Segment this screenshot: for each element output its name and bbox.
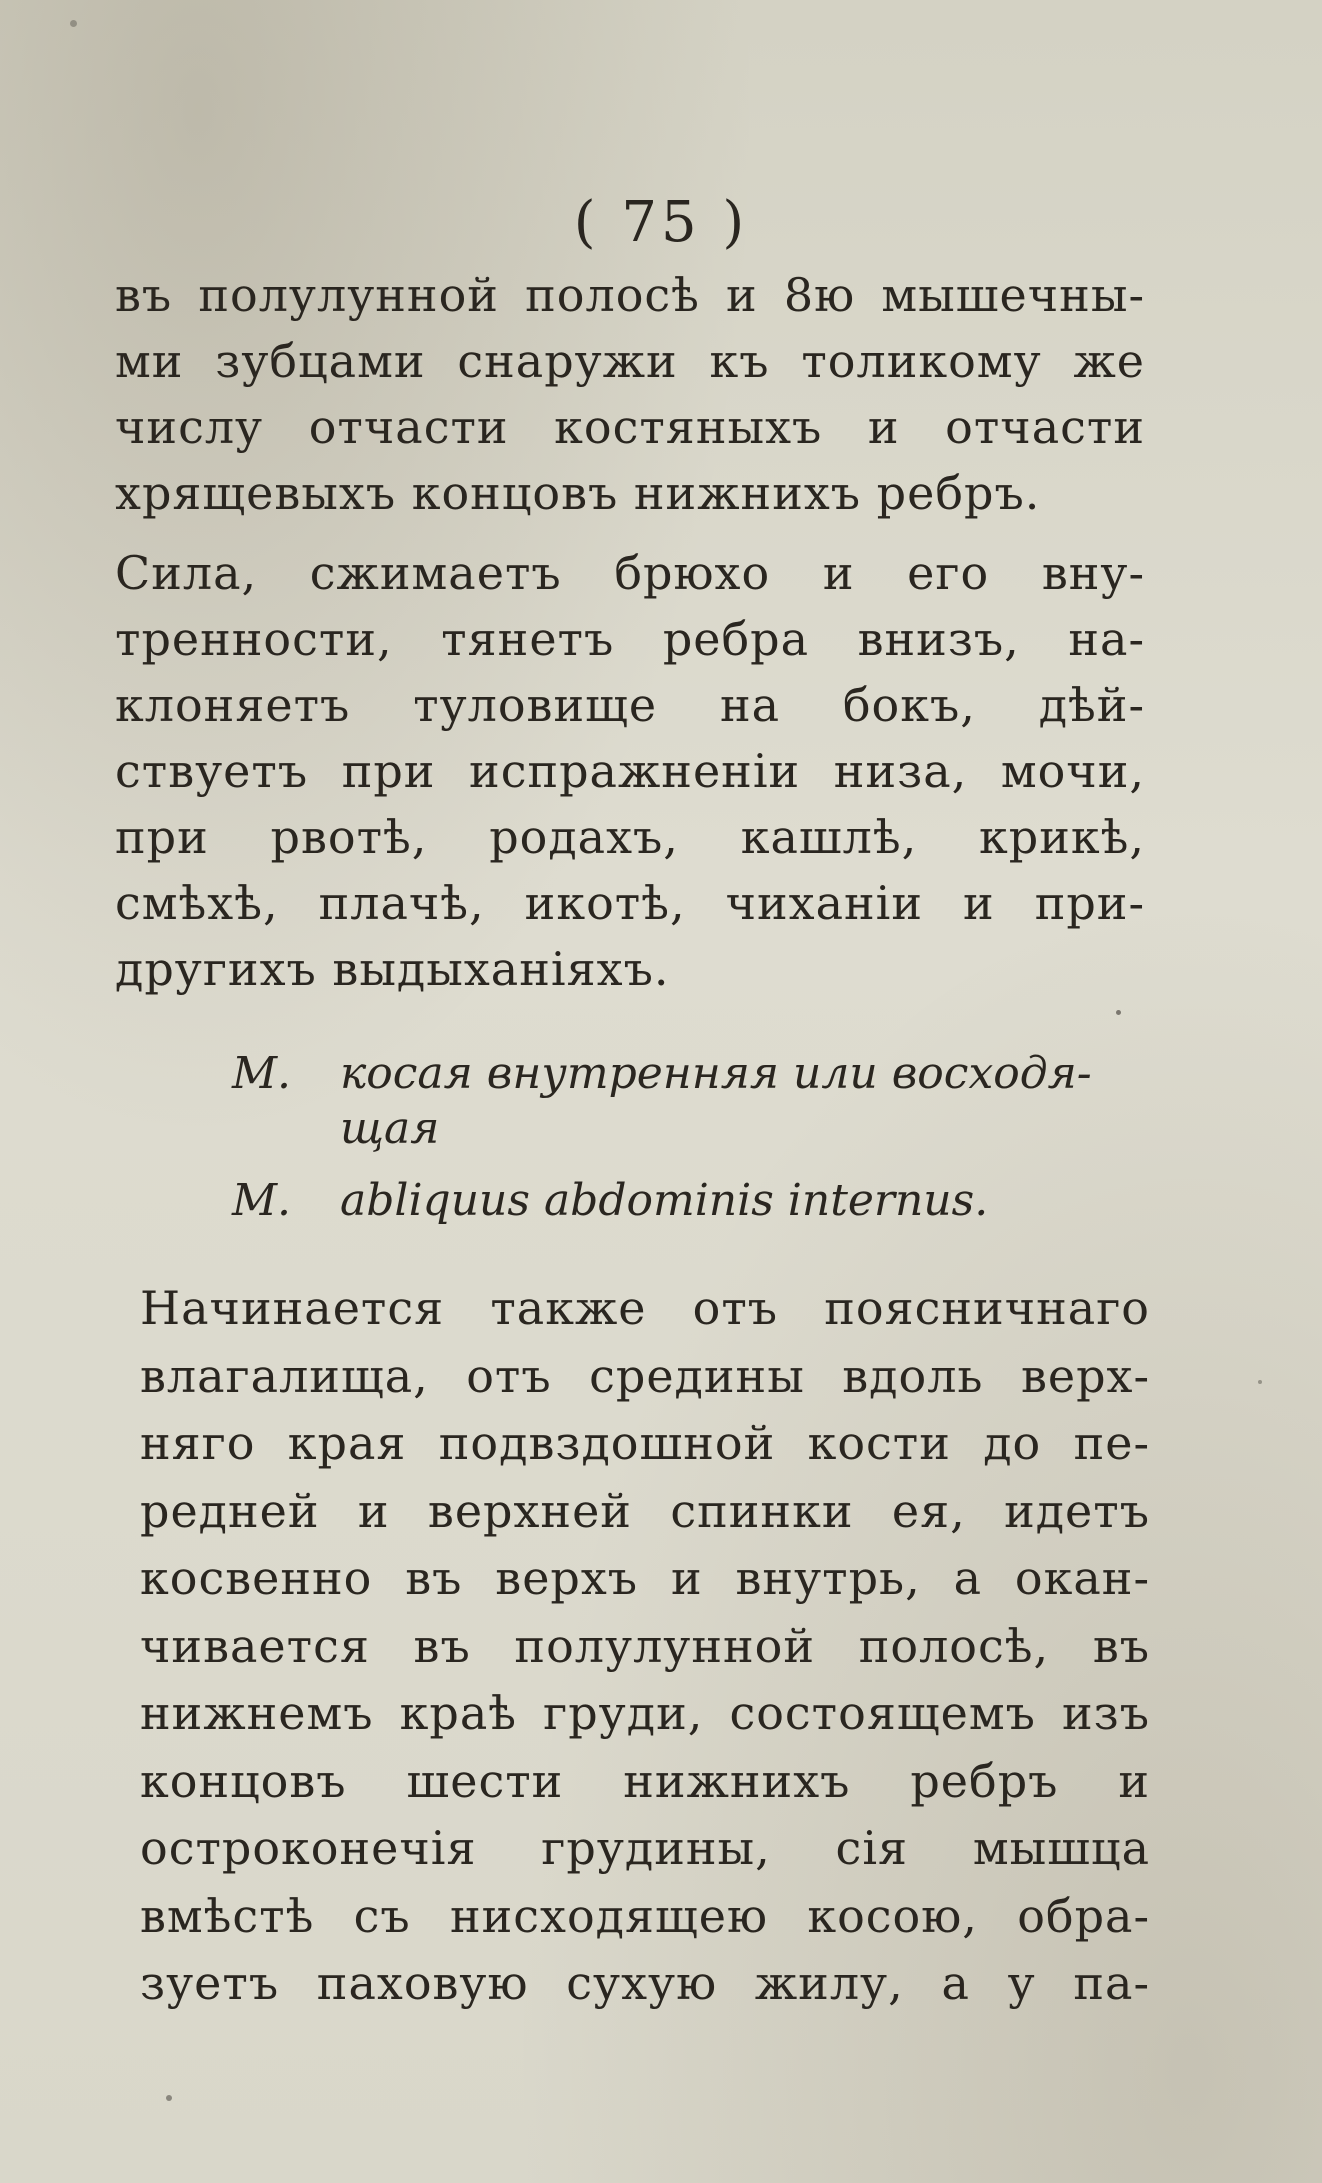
text-line: числу отчасти костяныхъ и отчасти: [115, 400, 1145, 454]
text-line: въ полулунной полосѣ и 8ю мышечны-: [115, 268, 1145, 322]
text-line: тренности, тянетъ ребра внизъ, на-: [115, 612, 1145, 666]
paper-speck: [166, 2095, 172, 2101]
text-line: редней и верхней спинки ея, идетъ: [140, 1483, 1150, 1538]
muscle-label-la: M.: [232, 1175, 292, 1226]
text-line: Сила, сжимаетъ брюхо и его вну-: [115, 546, 1145, 600]
muscle-name-ru-cont: щая: [340, 1103, 440, 1154]
paragraph-1: [115, 262, 1145, 526]
text-line: ми зубцами снаружи къ толикому же: [115, 334, 1145, 388]
page-number: ( 75 ): [573, 190, 749, 255]
text-line: концовъ шести нижнихъ ребръ и: [140, 1753, 1150, 1808]
muscle-title-la: [232, 1172, 1132, 1230]
text-line: остроконечія грудины, сія мышца: [140, 1821, 1150, 1875]
muscle-title-ru-cont: [232, 1100, 1132, 1158]
text-line: клоняетъ туловище на бокъ, дѣй-: [115, 678, 1145, 732]
text-line: вмѣстѣ съ нисходящею косою, обра-: [140, 1888, 1150, 1943]
text-line: хрящевыхъ концовъ нижнихъ ребръ.: [115, 466, 1041, 520]
text-line: нижнемъ краѣ груди, состоящемъ изъ: [140, 1686, 1150, 1740]
text-line: косвенно въ верхъ и внутрь, а окан-: [140, 1551, 1150, 1605]
text-line: няго края подвздошной кости до пе-: [140, 1416, 1150, 1470]
muscle-title-ru: [232, 1045, 1132, 1103]
text-line: чивается въ полулунной полосѣ, въ: [140, 1618, 1150, 1673]
muscle-name-ru: косая внутренняя или восходя-: [340, 1048, 1092, 1099]
paragraph-3: [140, 1275, 1150, 2018]
paragraph-2: [115, 540, 1145, 1002]
paper-speck: [1258, 1380, 1262, 1384]
paper-speck: [1116, 1010, 1121, 1015]
text-line: при рвотѣ, родахъ, кашлѣ, крикѣ,: [115, 810, 1145, 864]
text-line: Начинается также отъ поясничнаго: [140, 1281, 1150, 1335]
text-line: влагалища, отъ средины вдоль верх-: [140, 1348, 1150, 1403]
text-line: зуетъ паховую сухую жилу, а у па-: [140, 1956, 1150, 2010]
text-line: смѣхѣ, плачѣ, икотѣ, чиханіи и при-: [115, 876, 1145, 930]
muscle-label-ru: М.: [232, 1048, 292, 1099]
paper-speck: [70, 20, 77, 27]
text-line: другихъ выдыханіяхъ.: [115, 942, 670, 996]
text-line: ствуетъ при испражненіи низа, мочи,: [115, 744, 1145, 798]
muscle-name-la: abliquus abdominis internus.: [340, 1175, 989, 1226]
